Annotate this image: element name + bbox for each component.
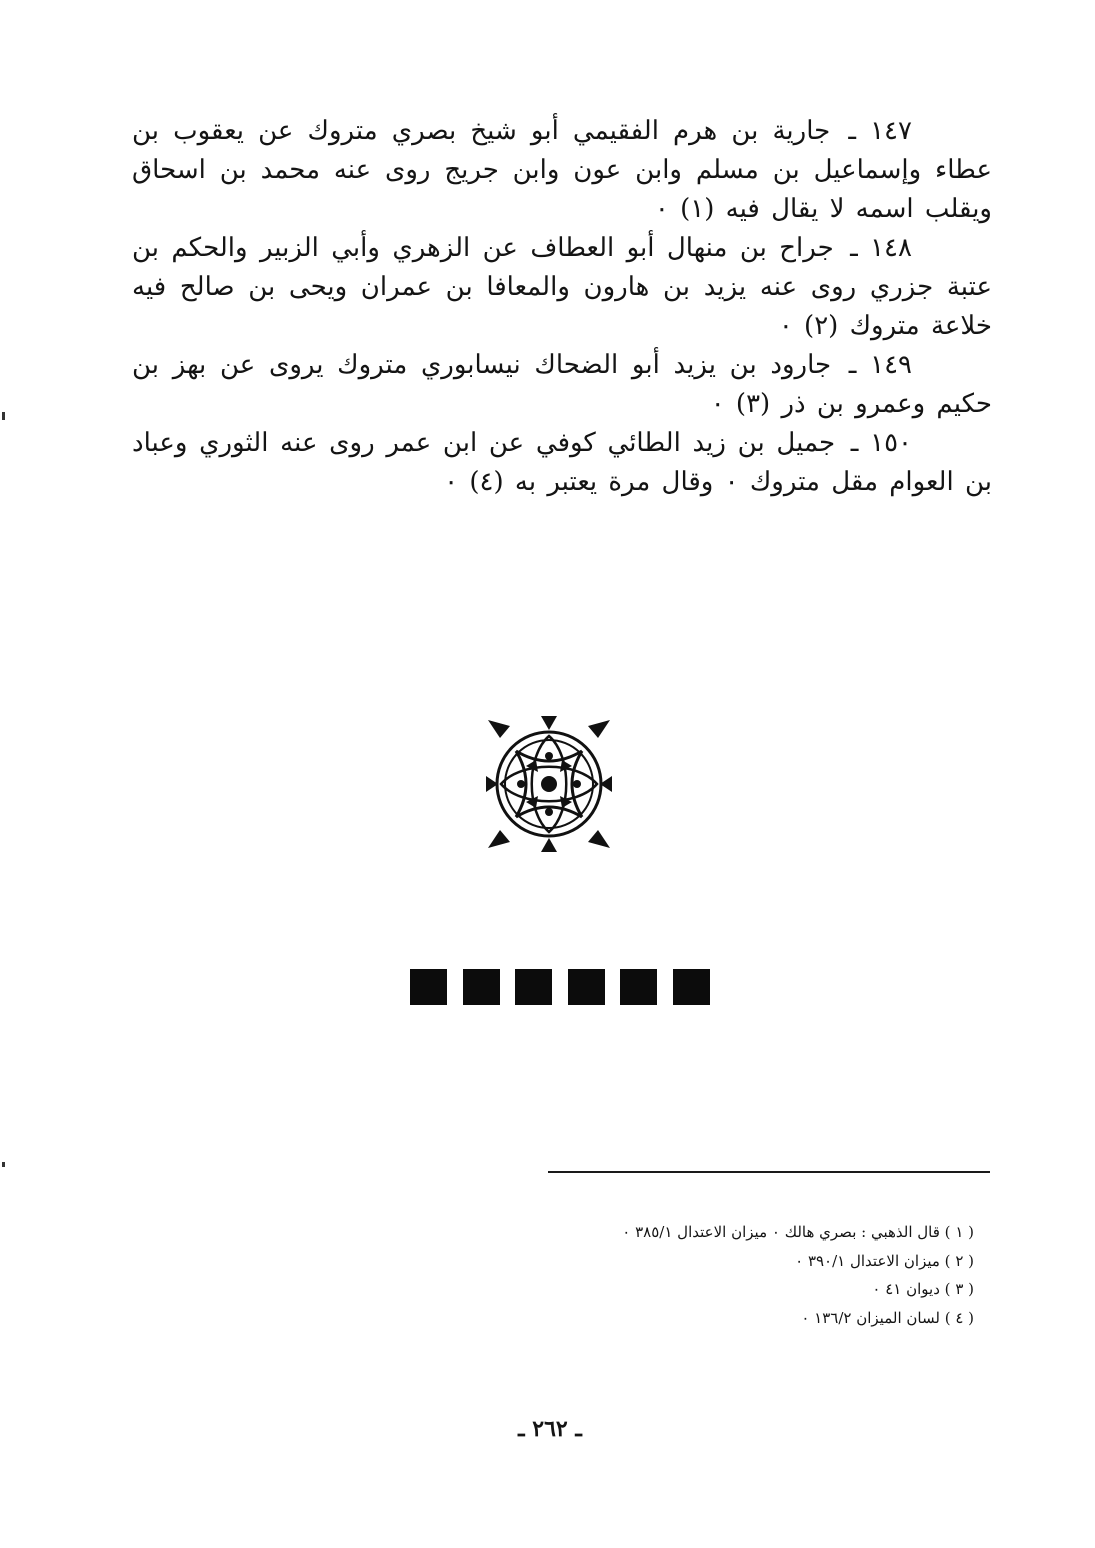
entry-text: جميل بن زيد الطائي كوفي عن ابن عمر روى عنه الثوري وعباد بن العوام مقل متروك ٠ وقال مرة يعتبر به (٤) ٠ (132, 428, 992, 497)
separator-block (515, 969, 552, 1005)
section-separator-blocks (410, 969, 710, 1005)
separator-block (410, 969, 447, 1005)
footnote-1: ( ١ ) قال الذهبي : بصري هالك ٠ ميزان الاعتدال ٣٨٥/١ ٠ (622, 1223, 974, 1241)
footnote-2: ( ٢ ) ميزان الاعتدال ٣٩٠/١ ٠ (795, 1251, 974, 1270)
entry-number: ١٥٠ ـ (850, 428, 913, 458)
separator-block (568, 969, 605, 1005)
footnote-3: ( ٣ ) ديوان ٤١ ٠ (872, 1280, 974, 1298)
separator-block (620, 969, 657, 1005)
footnote-divider (548, 1171, 990, 1173)
page-number: ـ ٢٦٢ ـ (518, 1416, 582, 1442)
footnote-4: ( ٤ ) لسان الميزان ١٣٦/٢ ٠ (801, 1308, 974, 1327)
scan-speck (2, 1162, 5, 1167)
separator-block (673, 969, 710, 1005)
entry-text: جراح بن منهال أبو العطاف عن الزهري وأبي الزبير والحكم بن عتبة جزري روى عنه يزيد بن هارون والمعافا بن عمران ويحى بن صالح فيه خلاعة متروك (٢) ٠ (132, 233, 992, 341)
entry-text: جارية بن هرم الفقيمي أبو شيخ بصري متروك عن يعقوب بن عطاء وإسماعيل بن مسلم وابن عون وابن جريج روى عنه محمد بن اسحاق ويقلب اسمه لا يقال فيه (١) ٠ (132, 116, 992, 224)
separator-block (463, 969, 500, 1005)
entry-149 (132, 346, 992, 424)
entry-147 (132, 112, 992, 229)
entry-number: ١٤٨ ـ (850, 233, 912, 263)
entry-number: ١٤٧ ـ (848, 116, 912, 146)
entry-150 (132, 424, 992, 502)
scan-speck (2, 412, 5, 420)
entry-text: جارود بن يزيد أبو الضحاك نيسابوري متروك يروى عن بهز بن حكيم وعمرو بن ذر (٣) ٠ (132, 350, 992, 419)
biography-entries (132, 112, 992, 502)
entry-number: ١٤٩ ـ (848, 350, 913, 380)
footnotes (560, 1218, 974, 1332)
entry-148 (132, 229, 992, 346)
arabesque-ornament-icon (486, 716, 612, 852)
